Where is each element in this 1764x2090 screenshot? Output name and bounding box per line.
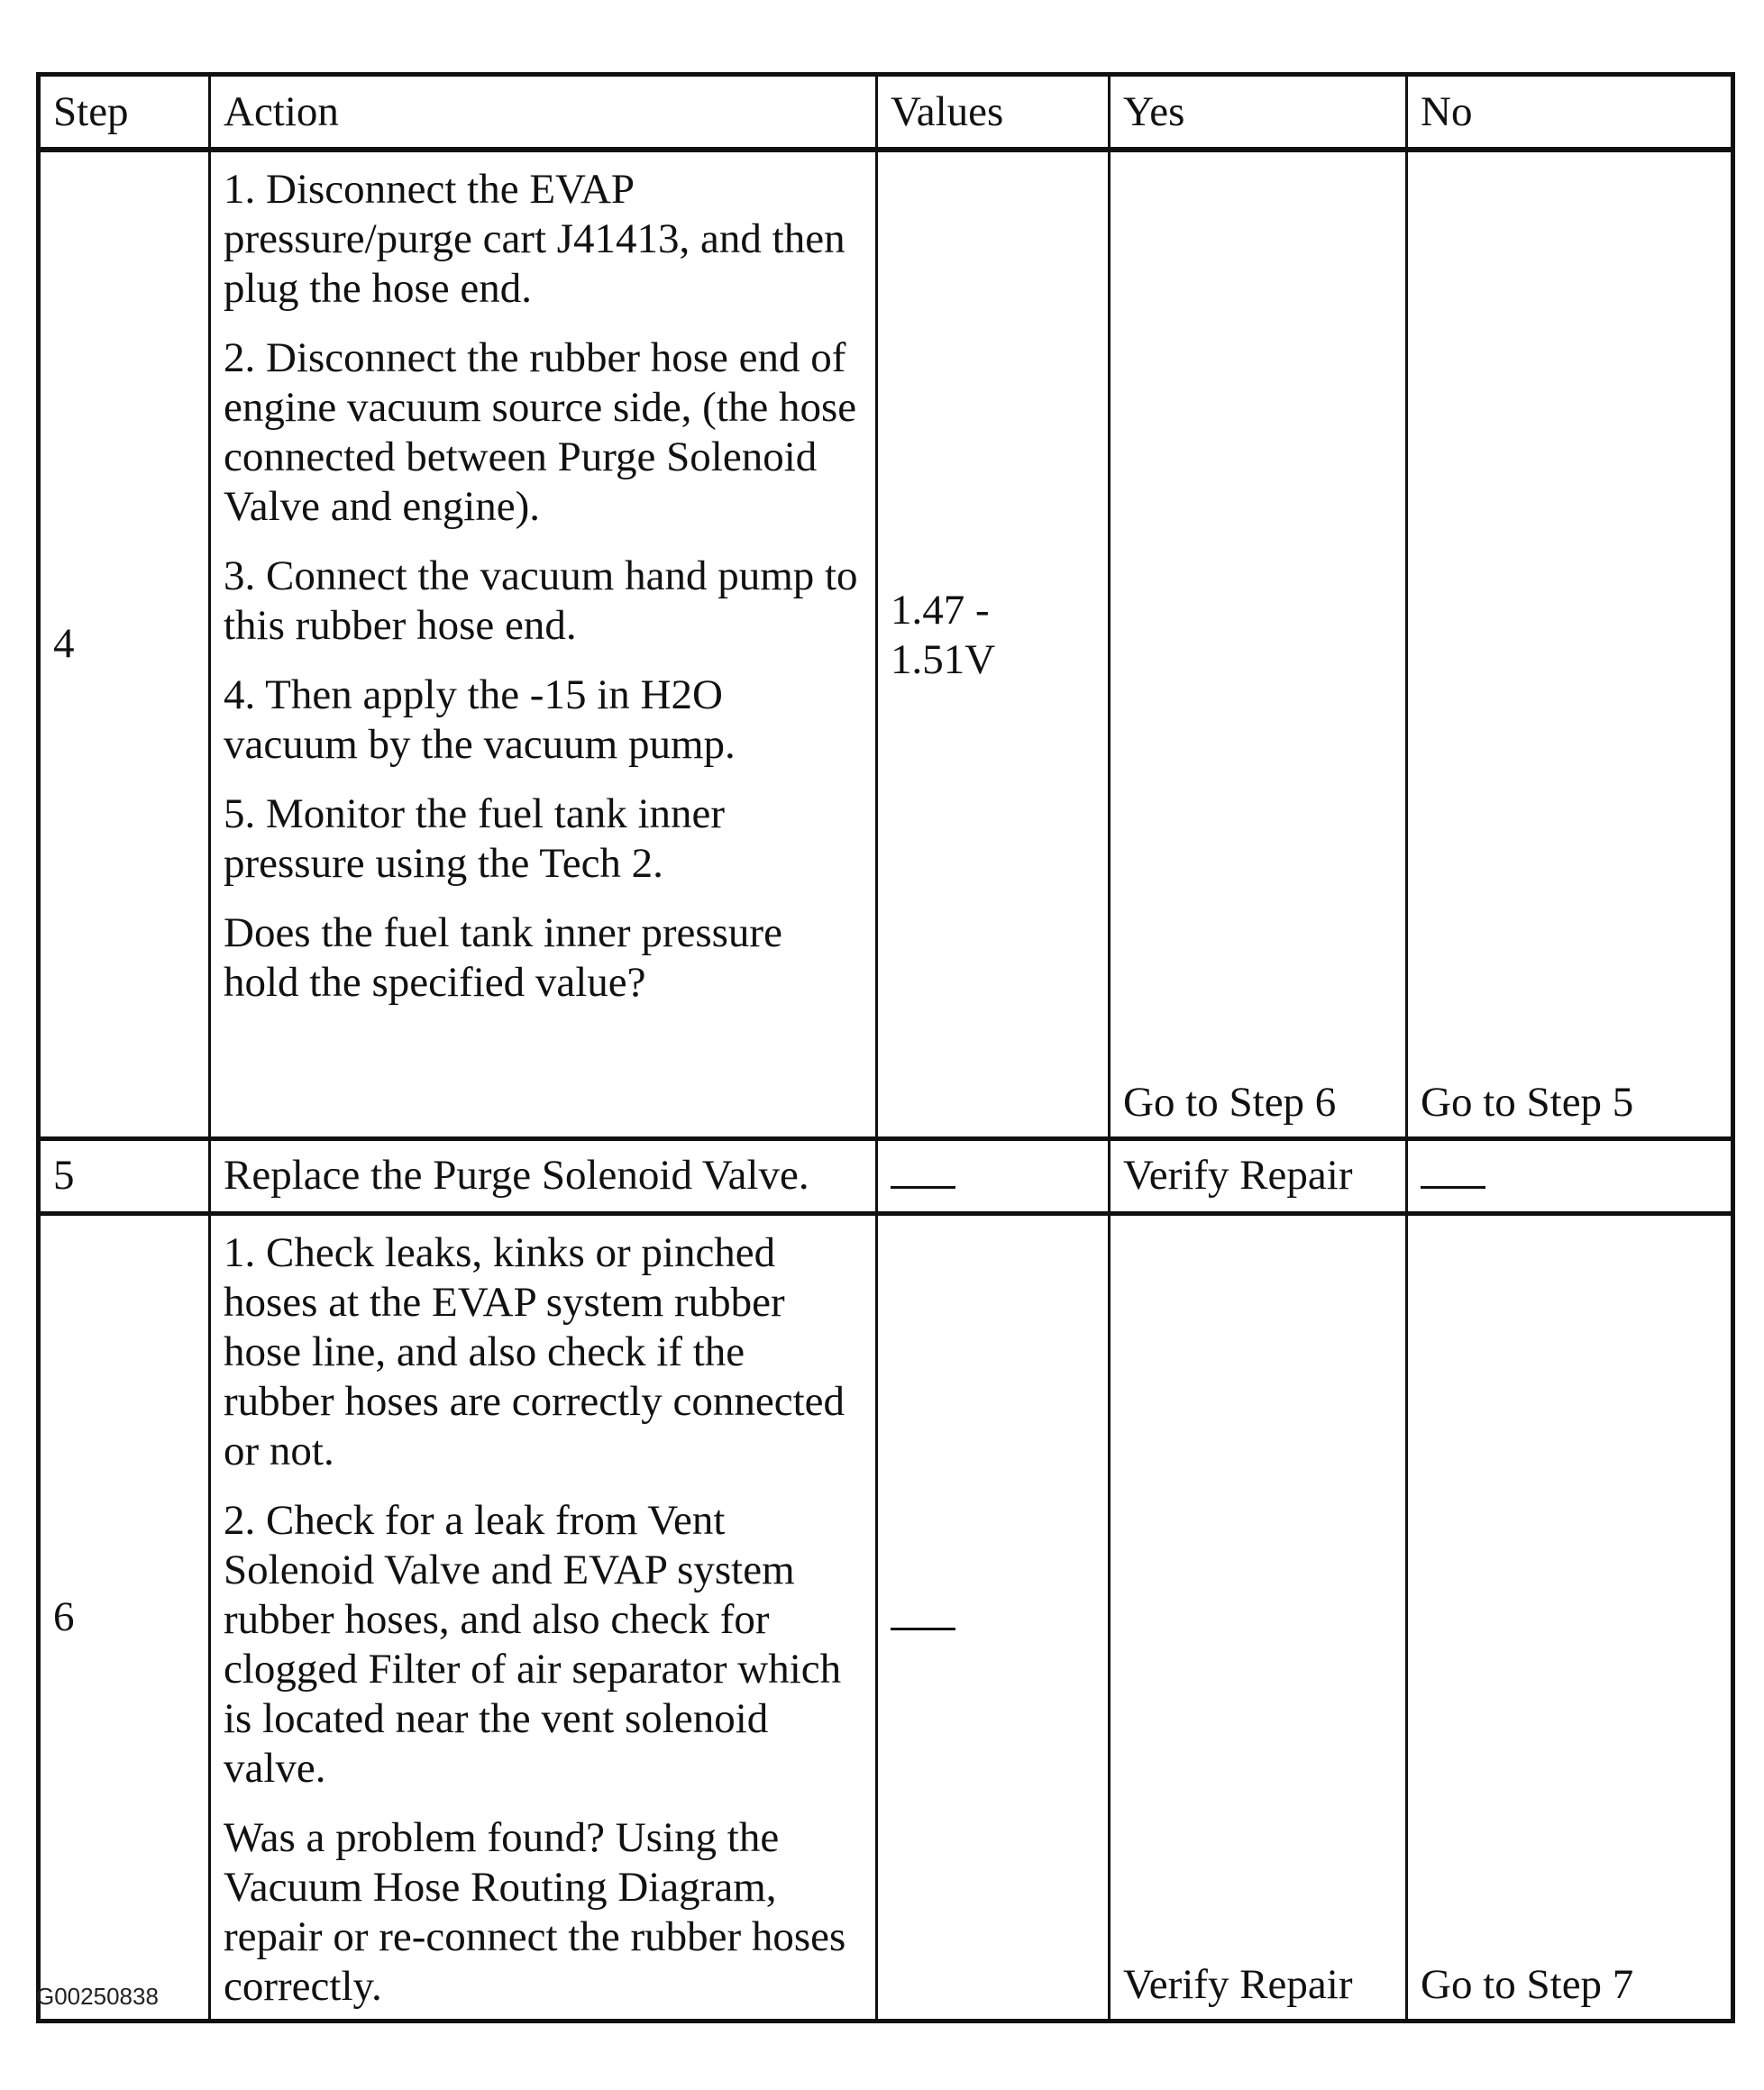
action-cell <box>210 1138 877 1213</box>
step-cell: 6 <box>39 1213 210 2021</box>
table-row-step-5 <box>39 1138 1733 1213</box>
action-step-2: 2. Check for a leak from Vent Solenoid Valve and EVAP system rubber hoses, and also check for clogged Filter of air separator which is located near the vent solenoid valve. <box>224 1496 842 1792</box>
no-cell: Go to Step 5 <box>1407 150 1733 1138</box>
values-cell <box>877 150 1110 1138</box>
step-cell: 5 <box>39 1138 210 1213</box>
action-step-1: 1. Disconnect the EVAP pressure/purge cart J41413, and then plug the hose end. <box>224 166 845 312</box>
yes-cell: Go to Step 6 <box>1110 150 1407 1138</box>
action-question: Was a problem found? Using the Vacuum Hose Routing Diagram, repair or re-connect the rubber hoses correctly. <box>224 1813 846 2010</box>
yes-cell: Verify Repair <box>1110 1138 1407 1213</box>
header-row <box>39 75 1733 151</box>
table-row-step-6 <box>39 1213 1733 2021</box>
header-yes: Yes <box>1110 75 1407 151</box>
action-cell <box>210 150 877 1138</box>
action-step-3: 3. Connect the vacuum hand pump to this rubber hose end. <box>224 552 858 649</box>
action-step-5: 5. Monitor the fuel tank inner pressure using the Tech 2. <box>224 790 726 887</box>
values-cell <box>877 1213 1110 2021</box>
figure-id: G00250838 <box>36 1983 159 2010</box>
diagnostic-table <box>36 72 1735 2023</box>
values-text: 1.47 - 1.51V <box>891 586 996 683</box>
action-question: Does the fuel tank inner pressure hold the specified value? <box>224 909 782 1006</box>
empty-value-dash <box>891 1164 955 1189</box>
step-cell: 4 <box>39 150 210 1138</box>
action-text: Replace the Purge Solenoid Valve. <box>224 1152 809 1199</box>
yes-cell: Verify Repair <box>1110 1213 1407 2021</box>
action-step-2: 2. Disconnect the rubber hose end of engine vacuum source side, (the hose connected between Purge Solenoid Valve and engine). <box>224 334 857 530</box>
empty-value-dash <box>1421 1164 1485 1189</box>
header-action: Action <box>210 75 877 151</box>
header-step: Step <box>39 75 210 151</box>
action-step-1: 1. Check leaks, kinks or pinched hoses at the EVAP system rubber hose line, and also check if the rubber hoses are correctly connected or not. <box>224 1228 845 1474</box>
no-cell <box>1407 1138 1733 1213</box>
header-values: Values <box>877 75 1110 151</box>
header-no: No <box>1407 75 1733 151</box>
no-cell: Go to Step 7 <box>1407 1213 1733 2021</box>
table-row-step-4 <box>39 150 1733 1138</box>
action-step-4: 4. Then apply the -15 in H2O vacuum by the vacuum pump. <box>224 671 736 768</box>
values-cell <box>877 1138 1110 1213</box>
empty-value-dash <box>891 1606 955 1630</box>
action-cell <box>210 1213 877 2021</box>
